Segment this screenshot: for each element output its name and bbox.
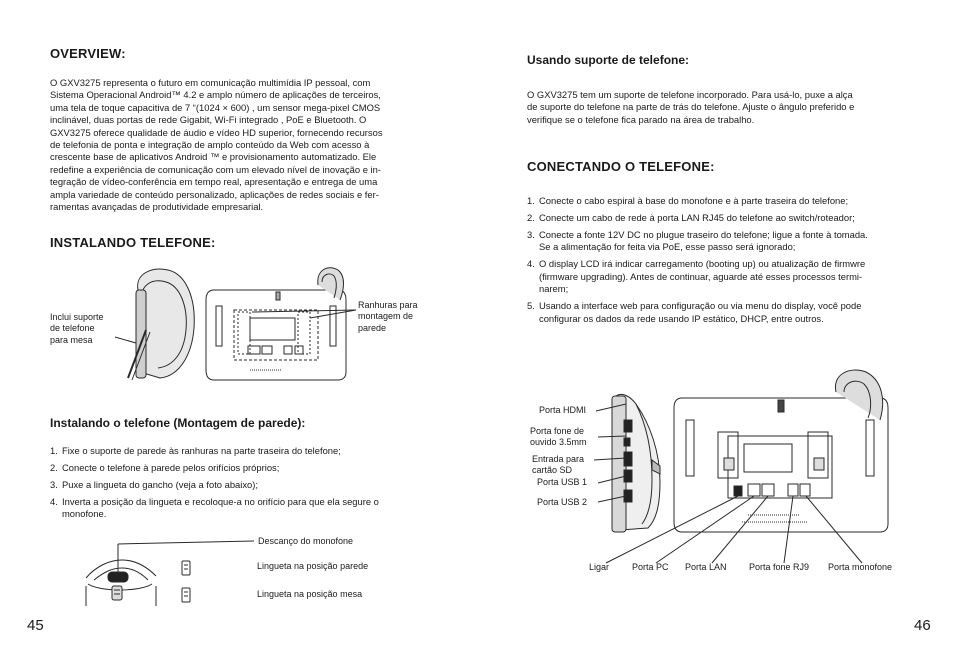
overview-line: uma tela de toque capacitiva de 7 “(1024 × 600) , um sensor mega-pixel CMOS bbox=[50, 101, 381, 113]
stand-label-line: Inclui suporte bbox=[50, 312, 104, 322]
list-item-text: Conecte o telefone à parede pelos orifícios próprios; bbox=[62, 462, 280, 473]
list-item-text: Puxe a lingueta do gancho (veja a foto abaixo); bbox=[62, 479, 258, 490]
list-item-number: 4. bbox=[527, 258, 535, 270]
list-item-text: configurar os dados da rede usando IP estático, DHCP, entre outros. bbox=[539, 312, 824, 324]
stand-usage-line: O GXV3275 tem um suporte de telefone incorporado. Para usá-lo, puxe a alça bbox=[527, 89, 853, 100]
page-number-right: 46 bbox=[914, 617, 931, 634]
handset-rest-label: Descanço do monofone bbox=[258, 536, 354, 546]
overview-line: de telefonia de ponta e integração de amplo conteúdo da Web com acesso à bbox=[50, 139, 370, 151]
list-item-text: O display LCD irá indicar carregamento (booting up) ou atualização de firmwre bbox=[539, 258, 866, 270]
list-item-number: 4. bbox=[50, 496, 58, 507]
hdmi-port-label: Porta HDMI bbox=[539, 405, 587, 415]
audio-port-label-line: ouvido 3.5mm bbox=[530, 437, 587, 448]
wall-slots-label-line: Ranhuras para bbox=[358, 300, 418, 310]
stand-usage-line: de suporte do telefone na parte de trás do telefone. Ajuste o ângulo preferido e bbox=[527, 101, 855, 113]
handset-rest-figure bbox=[86, 541, 254, 606]
overview-line: crescente base de aplicativos Android ™ e provisionamento automatizado. Ele bbox=[50, 151, 377, 163]
pc-port-label: Porta PC bbox=[632, 562, 669, 572]
audio-port-label-line: Porta fone de bbox=[530, 426, 585, 436]
overview-line: ramentas avançadas de produtividade empresarial. bbox=[50, 201, 264, 213]
overview-line: O GXV3275 representa o futuro em comunicação multimídia IP pessoal, com bbox=[50, 77, 371, 88]
list-item-number: 1. bbox=[527, 195, 535, 206]
usb2-port-label: Porta USB 2 bbox=[537, 497, 588, 507]
list-item-number: 1. bbox=[50, 445, 58, 456]
overview-line: redefine a experiência de comunicação com um elevado nível de inovação e in- bbox=[50, 163, 381, 175]
phone-side-view-figure bbox=[115, 269, 194, 380]
rj9-port-label: Porta fone RJ9 bbox=[749, 562, 810, 572]
overview-line: GXV3275 oferece qualidade de áudio e vídeo HD superior, fornecendo recursos bbox=[50, 126, 383, 138]
sd-slot-label-line: Entrada para bbox=[532, 454, 585, 464]
list-item-number: 5. bbox=[527, 300, 535, 312]
list-item-number: 2. bbox=[527, 212, 535, 223]
overview-heading: OVERVIEW: bbox=[50, 46, 126, 61]
wall-mount-heading: Instalando o telefone (Montagem de parede): bbox=[50, 416, 306, 430]
list-item-number: 2. bbox=[50, 462, 58, 473]
list-item-text: (firmware upgrading). Antes de continuar, aguarde até esses processos termi- bbox=[539, 270, 863, 282]
handset-port-label: Porta monofone bbox=[828, 562, 893, 572]
wall-slots-label-line: parede bbox=[358, 322, 387, 333]
power-port-label: Ligar bbox=[589, 562, 610, 572]
list-item-text: narem; bbox=[539, 283, 569, 295]
list-item-text: Fixe o suporte de parede às ranhuras na parte traseira do telefone; bbox=[62, 445, 341, 456]
sd-slot-label-line: cartão SD bbox=[532, 465, 573, 476]
stand-usage-line: verifique se o telefone fica parado na área de trabalho. bbox=[527, 113, 755, 125]
stand-label-line: para mesa bbox=[50, 334, 93, 345]
overview-line: tegração de vídeo-conferência em tempo real, apresentação e entrega de uma bbox=[50, 176, 378, 188]
stand-usage-heading: Usando suporte de telefone: bbox=[527, 53, 690, 67]
list-item-text: Usando a interface web para configuração ou via menu do display, você pode bbox=[539, 300, 862, 312]
page-number-left: 45 bbox=[27, 617, 44, 634]
overview-line: Sistema Operacional Android™ 4.2 e amplo número de aplicações de terceiros, bbox=[50, 89, 381, 101]
list-item-text: Inverta a posição da lingueta e recoloque-a no orifício para que ela segure o bbox=[62, 496, 379, 507]
list-item-text: Conecte um cabo de rede à porta LAN RJ45 do telefone ao switch/roteador; bbox=[539, 212, 855, 223]
list-item-number: 3. bbox=[50, 479, 58, 490]
stand-label-line: de telefone bbox=[50, 323, 95, 334]
tab-desk-label: Lingueta na posição mesa bbox=[257, 589, 363, 599]
tab-wall-label: Lingueta na posição parede bbox=[257, 561, 369, 571]
lan-port-label: Porta LAN bbox=[685, 562, 727, 572]
list-item-text: Se a alimentação for feita via PoE, esse passo será ignorado; bbox=[539, 241, 796, 253]
list-item-text: Conecte o cabo espiral à base do monofone e à parte traseira do telefone; bbox=[539, 195, 849, 206]
usb1-port-label: Porta USB 1 bbox=[537, 477, 588, 487]
phone-back-view-figure bbox=[206, 268, 356, 380]
overview-line: inclinável, duas portas de rede Gigabit, Wi-Fi integrado , PoE e Bluetooth. O bbox=[50, 114, 367, 126]
list-item-text: Conecte a fonte 12V DC no plugue traseiro do telefone; ligue a fonte à tomada. bbox=[539, 229, 868, 240]
connect-heading: CONECTANDO O TELEFONE: bbox=[527, 159, 715, 174]
install-heading: INSTALANDO TELEFONE: bbox=[50, 235, 216, 250]
wall-slots-label-line: montagem de bbox=[358, 311, 414, 322]
overview-line: ampla variedade de conteúdo personalizado, aplicações de redes sociais e fer- bbox=[50, 188, 379, 200]
list-item-text: monofone. bbox=[62, 508, 107, 520]
phone-side-ports-figure bbox=[594, 394, 660, 532]
list-item-number: 3. bbox=[527, 229, 535, 240]
